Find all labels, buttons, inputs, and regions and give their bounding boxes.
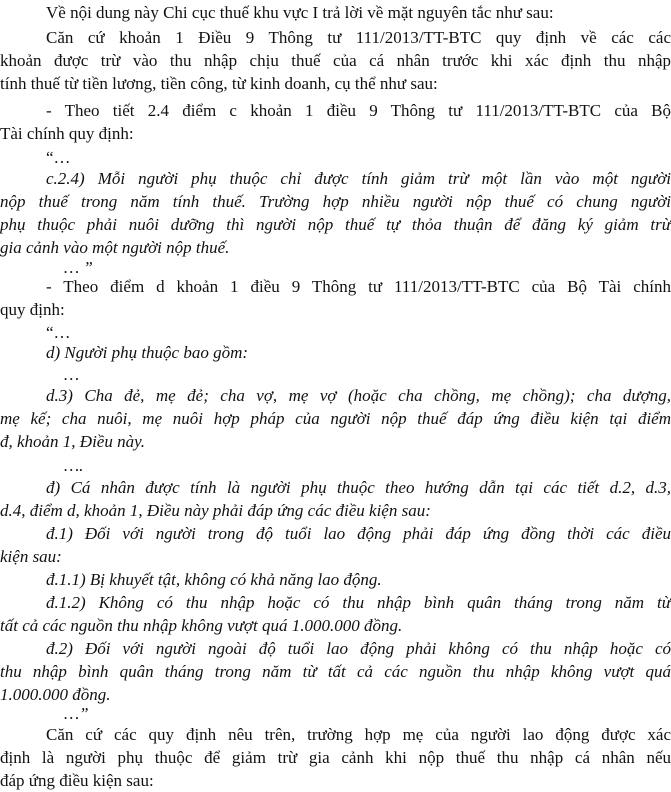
cropped-line-fragment — [0, 0, 671, 1]
ellipsis: … — [64, 365, 80, 384]
quoted-line: mẹ kế; cha nuôi, mẹ nuôi hợp pháp của người nộp thuế đáp ứng điều kiện tại điểm — [0, 409, 671, 428]
quoted-line: phụ thuộc phải nuôi dưỡng thì người nộp thuế tự thỏa thuận để đăng ký giảm trừ — [0, 215, 671, 234]
quote-close: … ” — [64, 258, 93, 277]
quoted-line: kiện sau: — [0, 547, 62, 566]
quoted-line: c.2.4) Mỗi người phụ thuộc chỉ được tính giảm trừ một lần vào một người — [46, 169, 671, 188]
quoted-line: gia cảnh vào một người nộp thuế. — [0, 238, 230, 257]
quoted-line: nộp thuế trong năm tính thuế. Trường hợp nhiều người nộp thuế có chung người — [0, 192, 671, 211]
quoted-line: tất cả các nguồn thu nhập không vượt quá 1.000.000 đồng. — [0, 616, 403, 635]
paragraph-line: quy định: — [0, 300, 65, 319]
paragraph-line: Căn cứ các quy định nêu trên, trường hợp mẹ của người lao động được xác — [46, 725, 671, 744]
quoted-line: thu nhập bình quân tháng trong năm từ tất cả các nguồn thu nhập không vượt quá — [0, 662, 671, 681]
quoted-line: đ.1) Đối với người trong độ tuổi lao động phải đáp ứng đồng thời các điều — [46, 524, 671, 543]
paragraph-line: Về nội dung này Chi cục thuế khu vực I trả lời về mặt nguyên tắc như sau: — [46, 3, 554, 22]
paragraph-line: - Theo điểm d khoản 1 điều 9 Thông tư 111/2013/TT-BTC của Bộ Tài chính — [46, 277, 671, 296]
quote-open: “… — [46, 148, 71, 167]
paragraph-line: Tài chính quy định: — [0, 124, 134, 143]
quoted-line: đ.2) Đối với người ngoài độ tuổi lao động phải không có thu nhập hoặc có — [46, 639, 671, 658]
quoted-line: 1.000.000 đồng. — [0, 685, 111, 704]
ellipsis: …. — [64, 456, 84, 475]
paragraph-line: định là người phụ thuộc để giảm trừ gia cảnh khi nộp thuế thu nhập cá nhân nếu — [0, 748, 671, 767]
paragraph-line: tính thuế từ tiền lương, tiền công, từ kinh doanh, cụ thể như sau: — [0, 74, 438, 93]
quoted-line: đ.1.2) Không có thu nhập hoặc có thu nhập bình quân tháng trong năm từ — [46, 593, 671, 612]
paragraph-line: - Theo tiết 2.4 điểm c khoản 1 điều 9 Thông tư 111/2013/TT-BTC của Bộ — [46, 101, 671, 120]
paragraph-line: Căn cứ khoản 1 Điều 9 Thông tư 111/2013/TT-BTC quy định về các các — [46, 28, 671, 47]
quote-open: “… — [46, 323, 71, 342]
quoted-line: đ.1.1) Bị khuyết tật, không có khả năng lao động. — [46, 570, 382, 589]
quoted-line: d) Người phụ thuộc bao gồm: — [46, 343, 249, 362]
paragraph-line: khoản được trừ vào thu nhập chịu thuế của cá nhân trước khi xác định thu nhập — [0, 51, 671, 70]
quote-close: …” — [64, 704, 89, 723]
paragraph-line: đáp ứng điều kiện sau: — [0, 771, 154, 790]
quoted-line: d.3) Cha đẻ, mẹ đẻ; cha vợ, mẹ vợ (hoặc cha chồng, mẹ chồng); cha dượng, — [46, 386, 671, 405]
quoted-line: đ, khoản 1, Điều này. — [0, 432, 145, 451]
quoted-line: d.4, điểm d, khoản 1, Điều này phải đáp ứng các điều kiện sau: — [0, 501, 431, 520]
quoted-line: đ) Cá nhân được tính là người phụ thuộc theo hướng dẫn tại các tiết d.2, d.3, — [46, 478, 671, 497]
